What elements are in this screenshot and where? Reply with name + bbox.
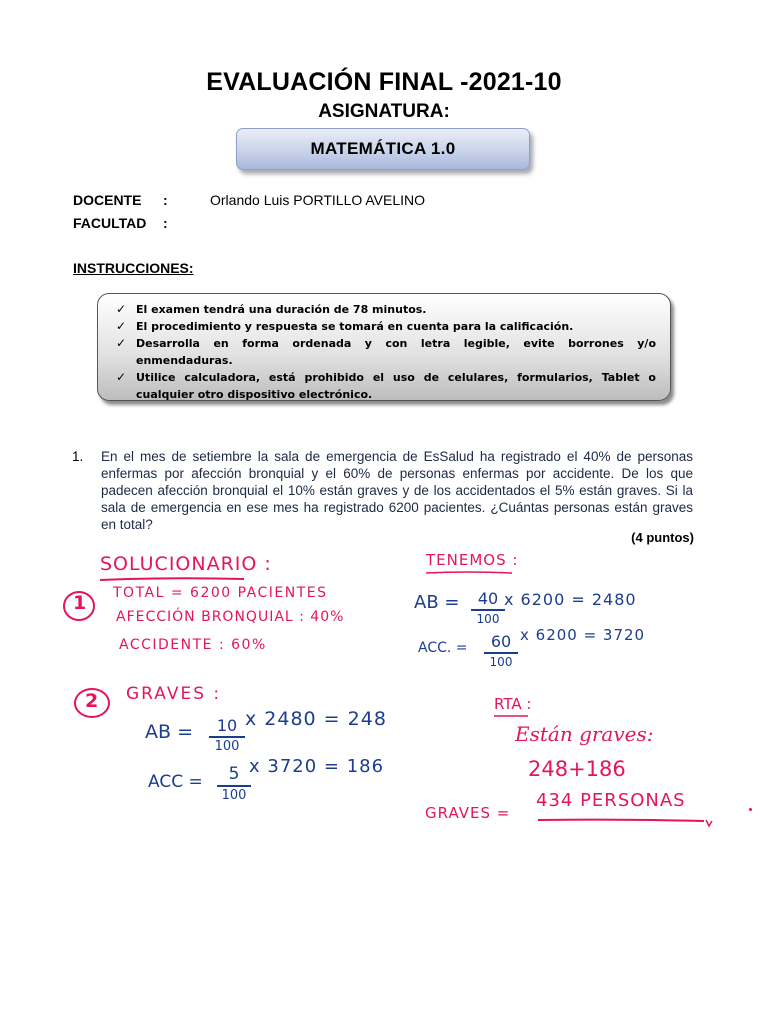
solution-underline <box>98 576 246 582</box>
acc-label: ACC. = <box>418 640 468 656</box>
docente-value: Orlando Luis PORTILLO AVELINO <box>210 192 426 208</box>
ab-result: x 6200 = 2480 <box>504 590 637 609</box>
graves-heading: GRAVES : <box>126 684 222 704</box>
rta-underline <box>492 713 530 718</box>
g-ab-label: AB = <box>145 721 193 743</box>
question-number: 1. <box>72 449 84 464</box>
check-icon: ✓ <box>116 302 127 316</box>
tenemos-label: TENEMOS : <box>426 551 519 569</box>
instructions-list <box>116 301 656 403</box>
ink-dot <box>749 808 752 811</box>
facultad-label: FACULTAD <box>73 215 147 231</box>
question-points: (4 puntos) <box>631 530 694 545</box>
instruction-item: ✓ Utilice calculadora, está prohibido el uso de celulares, formularios, Tablet o cualquier otro dispositivo electrónico. <box>116 370 656 401</box>
instruction-item: ✓ El procedimiento y respuesta se tomará en cuenta para la calificación. <box>116 319 574 333</box>
step1-accidente: ACCIDENTE : 60% <box>119 637 267 653</box>
step1-marker: 1 <box>73 592 87 614</box>
subject-label: ASIGNATURA: <box>318 101 450 122</box>
g-acc-fraction: 5 100 <box>217 764 251 803</box>
instruction-item: ✓ El examen tendrá una duración de 78 minutos. <box>116 302 427 316</box>
acc-fraction: 60 100 <box>484 632 518 669</box>
question-text: En el mes de setiembre la sala de emergencia de EsSalud ha registrado el 40% de personas enfermas por afección bronquial y el 60% de personas enfermas por accidente. De los que padecen afección bronquial el 10% están graves y de los accidentados el 5% están graves. Si la sala de emergencia en ese mes ha registrado 6200 pacientes. ¿Cuántas personas están graves en total? <box>101 449 693 532</box>
graves-total-label: GRAVES = <box>425 804 511 822</box>
graves-total-value: 434 PERSONAS <box>536 790 686 811</box>
exam-title: EVALUACIÓN FINAL -2021-10 <box>206 68 562 96</box>
step2-marker: 2 <box>85 690 99 712</box>
docente-label: DOCENTE <box>73 192 142 208</box>
ab-fraction: 40 100 <box>471 589 505 626</box>
rta-label: RTA : <box>494 695 532 713</box>
check-icon: ✓ <box>116 370 127 384</box>
instructions-box <box>97 293 671 401</box>
tenemos-underline <box>424 570 514 575</box>
subject-banner: MATEMÁTICA 1.0 <box>236 128 530 170</box>
docente-colon: : <box>163 192 168 208</box>
rta-line1: Están graves: <box>515 722 654 746</box>
answer-underline <box>536 814 716 828</box>
facultad-colon: : <box>163 215 168 231</box>
g-ab-fraction: 10 100 <box>209 716 245 754</box>
check-icon: ✓ <box>116 319 127 333</box>
check-icon: ✓ <box>116 336 127 350</box>
step1-afeccion: AFECCIÓN BRONQUIAL : 40% <box>116 609 345 625</box>
instruction-item: ✓ Desarrolla en forma ordenada y con letra legible, evite borrones y/o enmendaduras. <box>116 336 656 367</box>
g-acc-label: ACC = <box>148 772 203 792</box>
solution-heading: SOLUCIONARIO : <box>100 553 272 575</box>
rta-line2: 248+186 <box>528 757 626 781</box>
g-ab-result: x 2480 = 248 <box>245 708 387 730</box>
g-acc-result: x 3720 = 186 <box>249 756 385 777</box>
instructions-heading: INSTRUCCIONES: <box>73 260 194 276</box>
step1-total: TOTAL = 6200 PACIENTES <box>113 585 328 601</box>
ab-label: AB = <box>414 592 460 613</box>
acc-result: x 6200 = 3720 <box>520 626 646 644</box>
